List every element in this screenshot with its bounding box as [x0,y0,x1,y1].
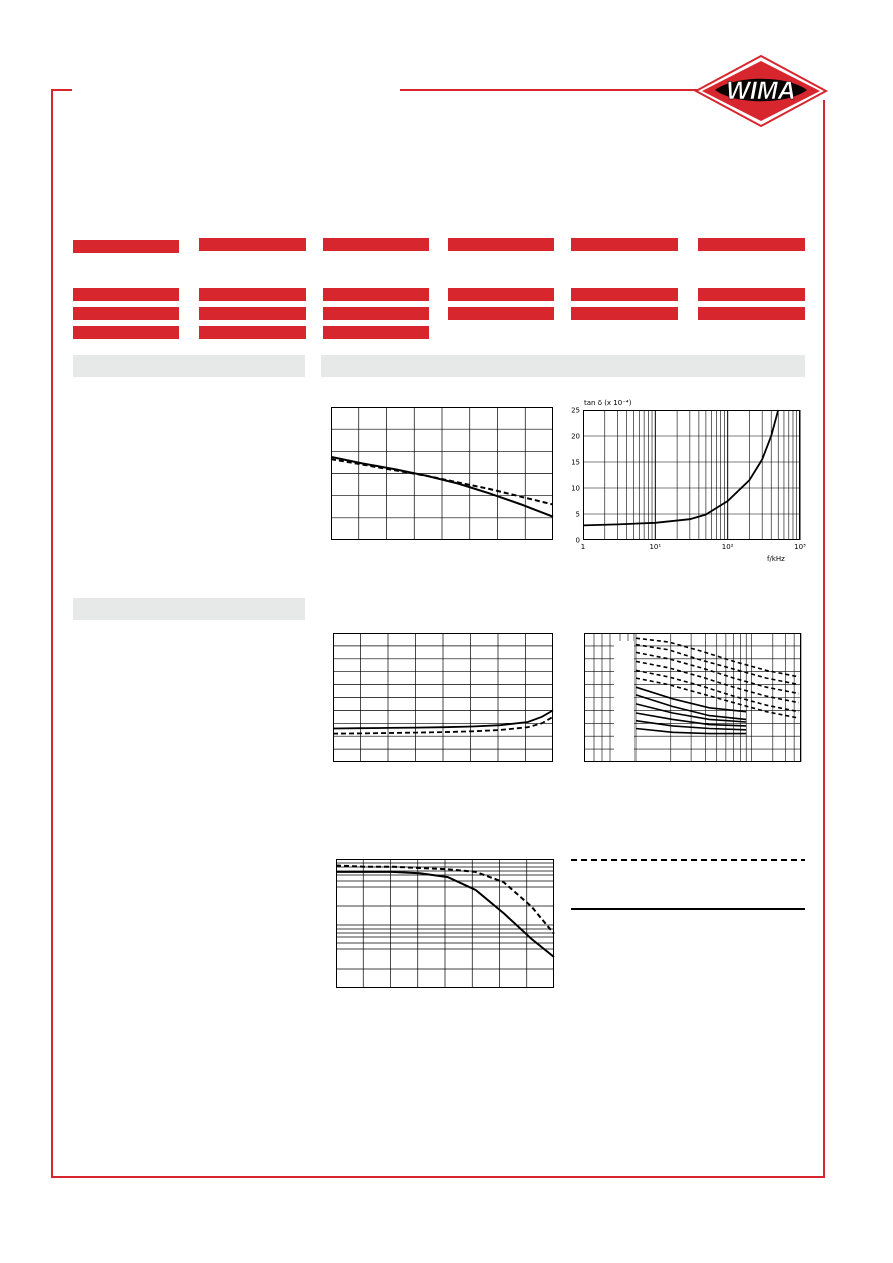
tab-row3-2[interactable] [199,307,306,320]
series-line-dashed [636,645,799,685]
tab-row4-1[interactable] [73,326,179,339]
x-tick-label: 1 [580,543,586,551]
tab-row1-2[interactable] [199,238,306,251]
chart-upper-left [331,407,553,540]
tab-row2-2[interactable] [199,288,306,301]
frame-top-right [400,89,700,91]
plot-border [584,411,800,540]
y-tick-label: 15 [571,458,580,467]
frame-left [51,89,53,1178]
tab-row3-6[interactable] [698,307,805,320]
tab-row2-6[interactable] [698,288,805,301]
frame-top-left [51,89,72,91]
frame-bottom [51,1176,825,1178]
chart-lower-left [336,859,554,988]
x-axis-label: f/kHz [767,555,785,563]
svg-text:WIMA: WIMA [726,77,796,105]
chart-tan-delta-frequency [565,395,815,565]
wima-logo [695,55,827,127]
x-tick-label: 10¹ [649,543,662,551]
section-bar-left-2 [73,598,305,620]
series-line-dashed [636,661,799,702]
series-line-solid [583,410,778,525]
tab-row3-3[interactable] [323,307,429,320]
tab-row3-5[interactable] [571,307,678,320]
tab-row1-6[interactable] [698,238,805,251]
chart-middle-left [333,633,553,762]
tab-row2-1[interactable] [73,288,179,301]
y-tick-label: 25 [571,406,580,415]
legend-dashed-line [571,858,805,862]
legend-solid-line [571,907,805,911]
y-tick-label: 10 [571,484,580,493]
chart-middle-right [584,633,801,762]
x-tick-label: 10³ [794,543,806,551]
series-line-dashed [636,670,799,711]
tab-row2-3[interactable] [323,288,429,301]
frame-right [823,100,825,1178]
y-axis-label: tan δ (x 10⁻⁴) [584,399,632,407]
axis-mask [614,641,634,761]
tab-row3-4[interactable] [448,307,554,320]
tab-row1-5[interactable] [571,238,678,251]
tab-row2-5[interactable] [571,288,678,301]
tab-row4-3[interactable] [323,326,429,339]
y-tick-label: 20 [571,432,580,441]
tab-row4-2[interactable] [199,326,306,339]
section-bar-left-1 [73,355,305,377]
tab-row1-3[interactable] [323,238,429,251]
tab-row3-1[interactable] [73,307,179,320]
tab-row1-4[interactable] [448,238,554,251]
plot-area [571,407,806,552]
y-tick-label: 0 [575,536,580,545]
y-tick-label: 5 [575,510,580,519]
tab-row1-1[interactable] [73,240,179,253]
tab-row2-4[interactable] [448,288,554,301]
section-bar-right-1 [321,355,805,377]
x-tick-label: 10² [721,543,734,551]
